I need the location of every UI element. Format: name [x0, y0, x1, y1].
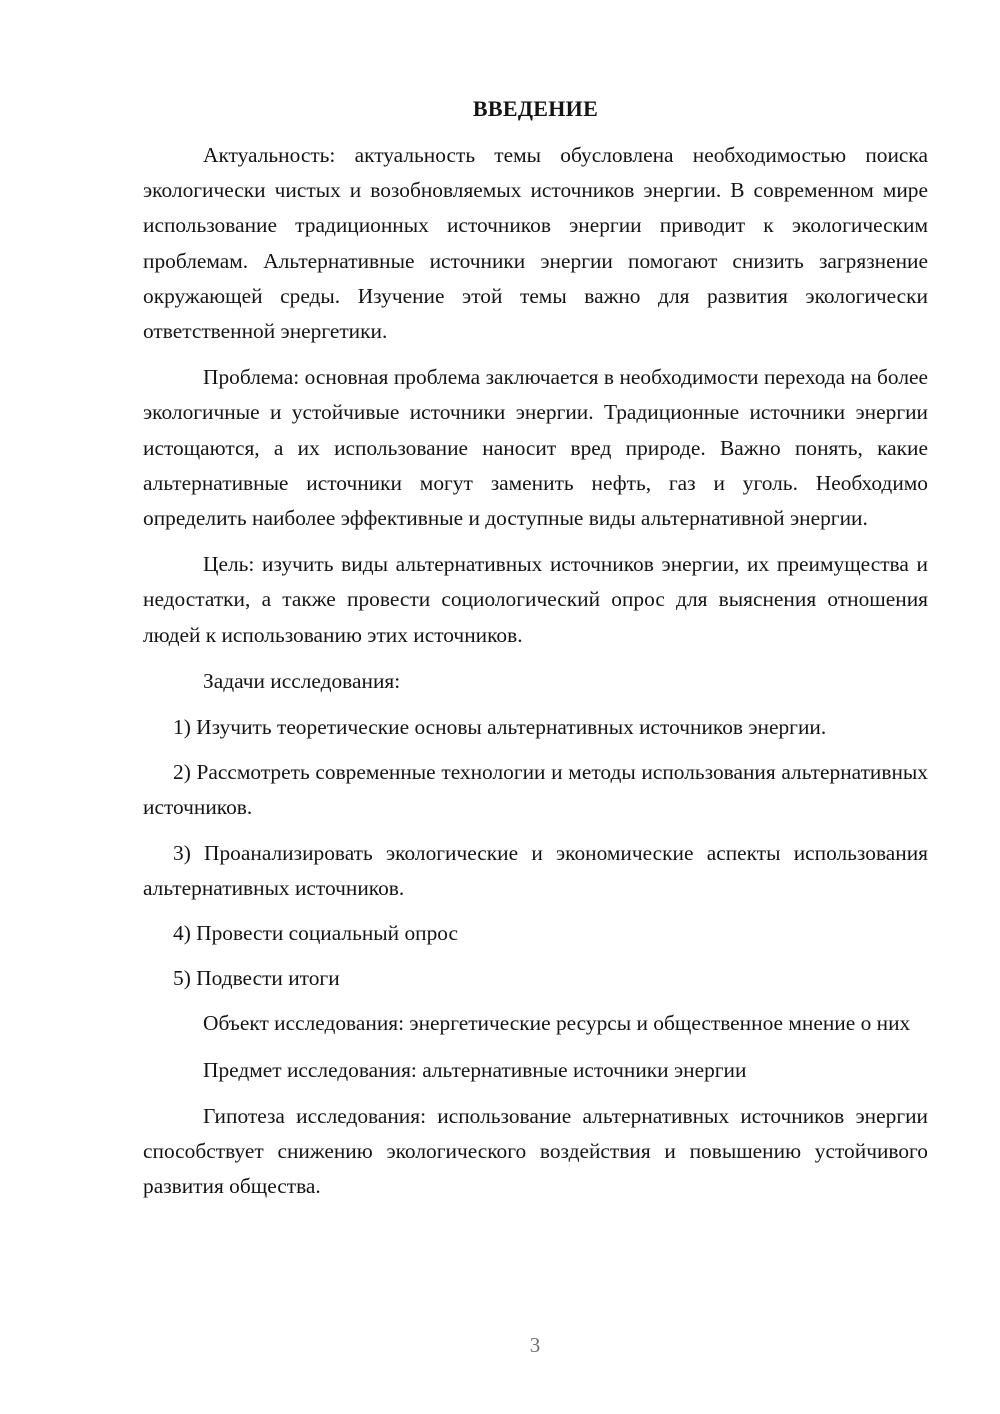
research-subject-paragraph: Предмет исследования: альтернативные источники энергии [203, 1057, 747, 1082]
research-object-paragraph: Объект исследования: энергетические ресурсы и общественное мнение о них [203, 1011, 911, 1036]
page-title: ВВЕДЕНИЕ [472, 96, 599, 121]
relevance-paragraph: Актуальность: актуальность темы обусловлена необходимостью поиска экологически чистых и возобновляемых источников энергии. В современном мире использование традиционных источников энергии приводит к экологическим проблемам. Альтернативные источники энергии помогают снизить загрязнение окружающей среды. Изучение этой темы важно для развития экологически ответственной энергетики. [143, 143, 928, 344]
task-item-1: 1) Изучить теоретические основы альтернативных источников энергии. [173, 715, 827, 740]
task-item-3: 3) Проанализировать экологические и экономические аспекты использования альтернативных источников. [143, 840, 928, 900]
tasks-heading: Задачи исследования: [203, 668, 401, 693]
task-item-2: 2) Рассмотреть современные технологии и методы использования альтернативных источников. [143, 760, 928, 820]
page-number: 3 [529, 1333, 541, 1357]
document-body [143, 92, 928, 1215]
task-item-4: 4) Провести социальный опрос [173, 921, 459, 946]
task-item-5: 5) Подвести итоги [173, 966, 340, 991]
problem-paragraph: Проблема: основная проблема заключается в необходимости перехода на более экологичные и устойчивые источники энергии. Традиционные источники энергии истощаются, а их использование наносит вред природе. Важно понять, какие альтернативные источники могут заменить нефть, газ и уголь. Необходимо определить наиболее эффективные и доступные виды альтернативной энергии. [143, 365, 928, 531]
goal-paragraph: Цель: изучить виды альтернативных источников энергии, их преимущества и недостатки, а также провести социологический опрос для выяснения отношения людей к использованию этих источников. [143, 552, 928, 647]
research-hypothesis-paragraph: Гипотеза исследования: использование альтернативных источников энергии способствует снижению экологического воздействия и повышению устойчивого развития общества. [143, 1103, 928, 1199]
